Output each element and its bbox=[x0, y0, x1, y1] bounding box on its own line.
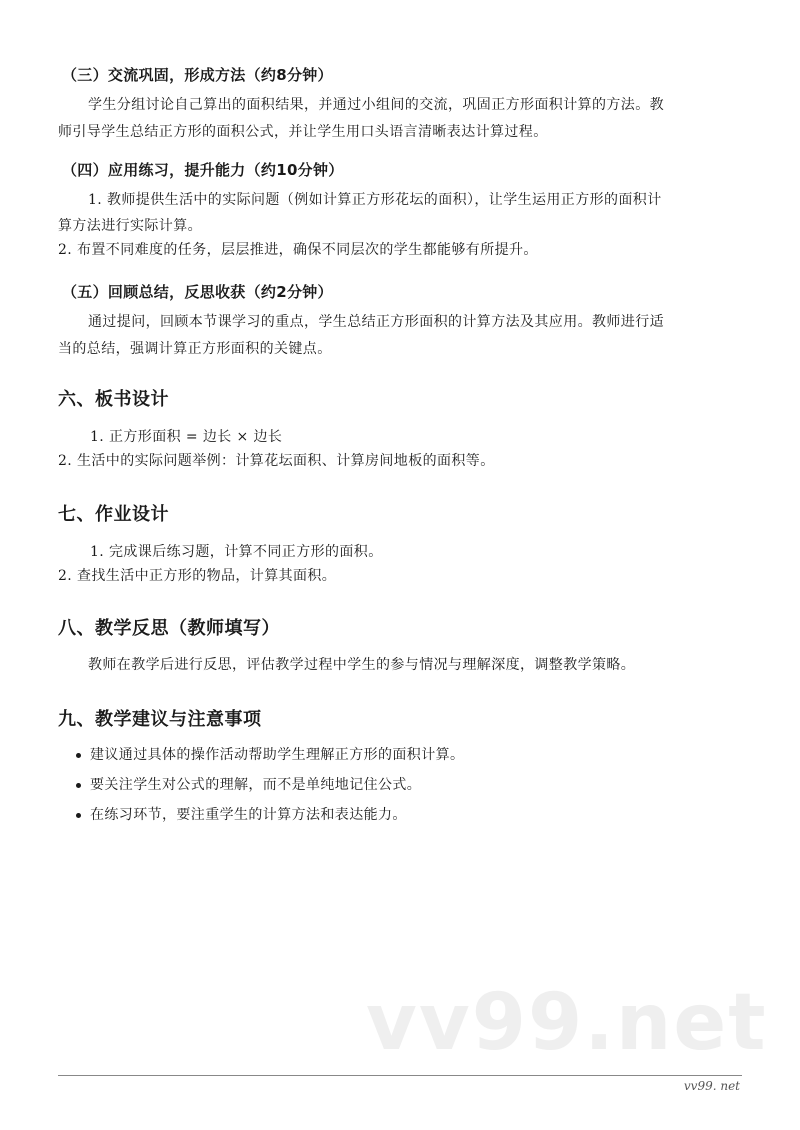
list-item: 2. 查找生活中正方形的物品，计算其面积。 bbox=[58, 568, 337, 584]
section-heading-7: 七、作业设计 bbox=[58, 504, 169, 525]
list-item: 2. 生活中的实际问题举例：计算花坛面积、计算房间地板的面积等。 bbox=[58, 453, 495, 469]
bullet-list bbox=[74, 740, 464, 830]
paragraph: 教师在教学后进行反思，评估教学过程中学生的参与情况与理解深度，调整教学策略。 bbox=[88, 657, 636, 673]
watermark: vv99.net bbox=[366, 978, 768, 1068]
list-item: 1. 完成课后练习题，计算不同正方形的面积。 bbox=[90, 544, 383, 560]
section-heading-9: 九、教学建议与注意事项 bbox=[58, 709, 262, 730]
list-item: 2. 布置不同难度的任务，层层推进，确保不同层次的学生都能够有所提升。 bbox=[58, 242, 538, 258]
bullet-text: 要关注学生对公式的理解，而不是单纯地记住公式。 bbox=[90, 777, 422, 793]
list-item-line: 算方法进行实际计算。 bbox=[58, 218, 202, 234]
bullet-text: 建议通过具体的操作活动帮助学生理解正方形的面积计算。 bbox=[90, 747, 465, 763]
paragraph-line: 当的总结，强调计算正方形面积的关键点。 bbox=[58, 341, 332, 357]
subsection-heading-3: （三）交流巩固，形成方法（约8分钟） bbox=[62, 66, 333, 84]
bullet-item bbox=[74, 740, 464, 770]
section-heading-6: 六、板书设计 bbox=[58, 389, 169, 410]
bullet-icon bbox=[76, 753, 81, 758]
bullet-item bbox=[74, 770, 464, 800]
subsection-heading-4: （四）应用练习，提升能力（约10分钟） bbox=[62, 161, 344, 179]
bullet-item bbox=[74, 800, 464, 830]
subsection-heading-5: （五）回顾总结，反思收获（约2分钟） bbox=[62, 283, 333, 301]
bullet-text: 在练习环节，要注重学生的计算方法和表达能力。 bbox=[90, 807, 407, 823]
list-item: 1. 正方形面积 = 边长 × 边长 bbox=[90, 429, 283, 445]
bullet-icon bbox=[76, 783, 81, 788]
paragraph-line: 师引导学生总结正方形的面积公式，并让学生用口头语言清晰表达计算过程。 bbox=[58, 124, 548, 140]
paragraph-line: 学生分组讨论自己算出的面积结果，并通过小组间的交流，巩固正方形面积计算的方法。教 bbox=[88, 97, 664, 113]
footer-site-label: vv99. net bbox=[683, 1079, 740, 1093]
bullet-icon bbox=[76, 813, 81, 818]
paragraph-line: 通过提问，回顾本节课学习的重点，学生总结正方形面积的计算方法及其应用。教师进行适 bbox=[88, 314, 664, 330]
footer-divider bbox=[58, 1075, 742, 1076]
list-item-line: 1. 教师提供生活中的实际问题（例如计算正方形花坛的面积），让学生运用正方形的面积计 bbox=[88, 192, 662, 208]
section-heading-8: 八、教学反思（教师填写） bbox=[58, 618, 280, 639]
